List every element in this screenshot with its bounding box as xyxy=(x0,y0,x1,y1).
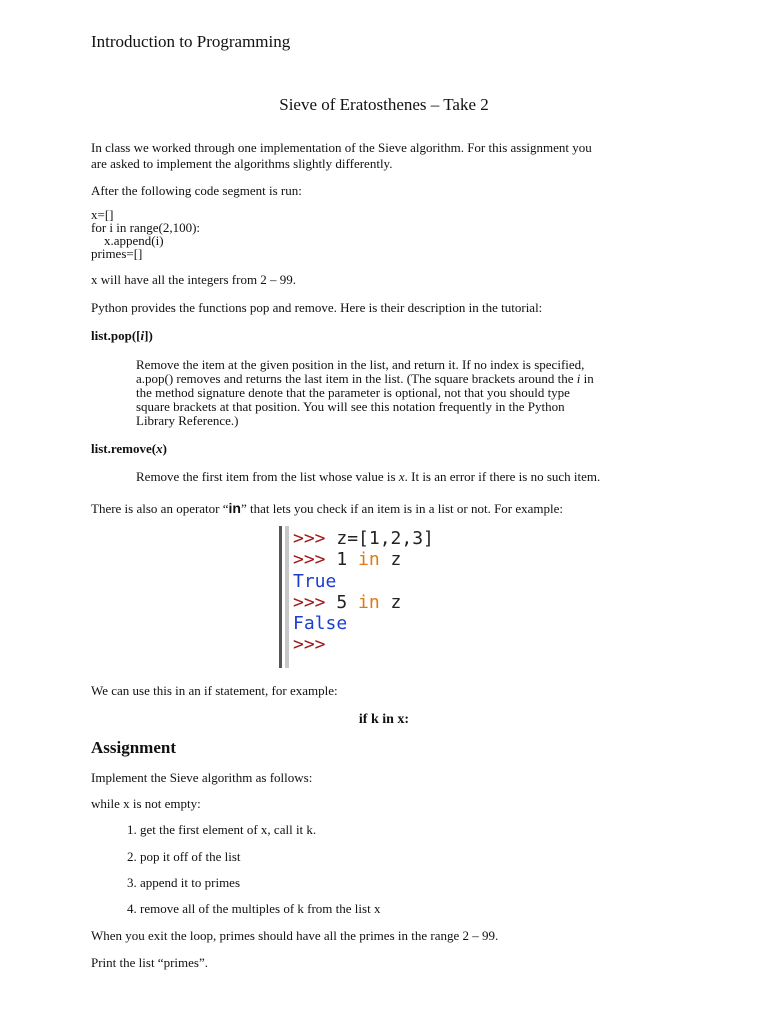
shell-code: z=[1,2,3] xyxy=(325,528,434,549)
x-note: x will have all the integers from 2 – 99. xyxy=(91,272,297,287)
shell-code: 1 xyxy=(325,549,359,570)
shell-keyword: in xyxy=(358,592,380,613)
pop-desc-line: Remove the item at the given position in the list, and return it. If no index is specified, xyxy=(136,357,585,372)
list-item: 4. remove all of the multiples of k from the list x xyxy=(127,901,381,916)
code-line: primes=[] xyxy=(91,246,143,261)
shell-keyword: in xyxy=(358,549,380,570)
pop-desc-line: square brackets at that position. You will see this notation frequently in the Python xyxy=(136,399,565,414)
intro-line-1: In class we worked through one implementation of the Sieve algorithm. For this assignment you xyxy=(91,140,592,155)
remove-sig-prefix: list.remove( xyxy=(91,441,157,456)
course-header: Introduction to Programming xyxy=(91,32,291,51)
pop-signature xyxy=(91,328,153,344)
pop-desc-line: the method signature denote that the parameter is optional, not that you should type xyxy=(136,385,570,400)
exit-line: When you exit the loop, primes should have all the primes in the range 2 – 99. xyxy=(91,928,499,943)
assignment-heading: Assignment xyxy=(91,738,177,757)
shell-line xyxy=(293,592,401,613)
list-item: 3. append it to primes xyxy=(127,875,241,890)
print-line: Print the list “primes”. xyxy=(91,955,208,970)
shell-line xyxy=(293,528,434,549)
pop-desc-line: Library Reference.) xyxy=(136,413,239,428)
pop-desc-after: in xyxy=(580,371,594,386)
after-text: After the following code segment is run: xyxy=(91,183,302,198)
shell-code: 5 xyxy=(325,592,359,613)
shell-prompt: >>> xyxy=(293,634,326,655)
page-title: Sieve of Eratosthenes – Take 2 xyxy=(279,95,489,114)
pop-desc-text: a.pop() removes and returns the last item in the list. (The square brackets around the xyxy=(136,371,577,386)
operator-before: There is also an operator “ xyxy=(91,501,229,516)
pop-desc-param: i xyxy=(576,371,581,386)
shell-prompt: >>> xyxy=(293,549,326,570)
remove-description xyxy=(136,469,600,485)
remove-desc-b: . It is an error if there is no such item. xyxy=(404,469,601,484)
operator-line xyxy=(91,500,563,517)
remove-signature xyxy=(91,441,167,457)
pop-sig-param: i xyxy=(140,328,145,343)
pop-sig-suffix: ]) xyxy=(144,328,153,343)
shell-prompt: >>> xyxy=(293,528,326,549)
shell-result: False xyxy=(293,613,348,634)
shell-result: True xyxy=(293,571,337,592)
remove-desc-param: x xyxy=(398,469,405,484)
if-intro: We can use this in an if statement, for example: xyxy=(91,683,338,698)
remove-sig-suffix: ) xyxy=(162,441,167,456)
pop-sig-prefix: list.pop([ xyxy=(91,328,141,343)
while-line: while x is not empty: xyxy=(91,796,201,811)
intro-line-2: are asked to implement the algorithms slightly differently. xyxy=(91,156,393,171)
code-line: x=[] xyxy=(91,207,114,222)
shell-prompt: >>> xyxy=(293,592,326,613)
code-line: for i in range(2,100): xyxy=(91,220,201,235)
assignment-intro: Implement the Sieve algorithm as follows: xyxy=(91,770,313,785)
list-item: 1. get the first element of x, call it k. xyxy=(127,822,317,837)
shell-code: z xyxy=(379,592,402,613)
functions-intro: Python provides the functions pop and remove. Here is their description in the tutorial: xyxy=(91,300,543,315)
shell-code: z xyxy=(379,549,402,570)
operator-after: ” that lets you check if an item is in a list or not. For example: xyxy=(240,501,564,516)
remove-desc-a: Remove the first item from the list whose value is xyxy=(136,469,399,484)
if-example: if k in x: xyxy=(358,712,410,727)
shell-line xyxy=(293,549,401,570)
code-line: x.append(i) xyxy=(91,233,164,248)
remove-sig-param: x xyxy=(156,441,163,456)
list-item: 2. pop it off of the list xyxy=(127,849,241,864)
python-shell-example xyxy=(279,526,482,668)
operator-keyword: in xyxy=(228,500,241,516)
